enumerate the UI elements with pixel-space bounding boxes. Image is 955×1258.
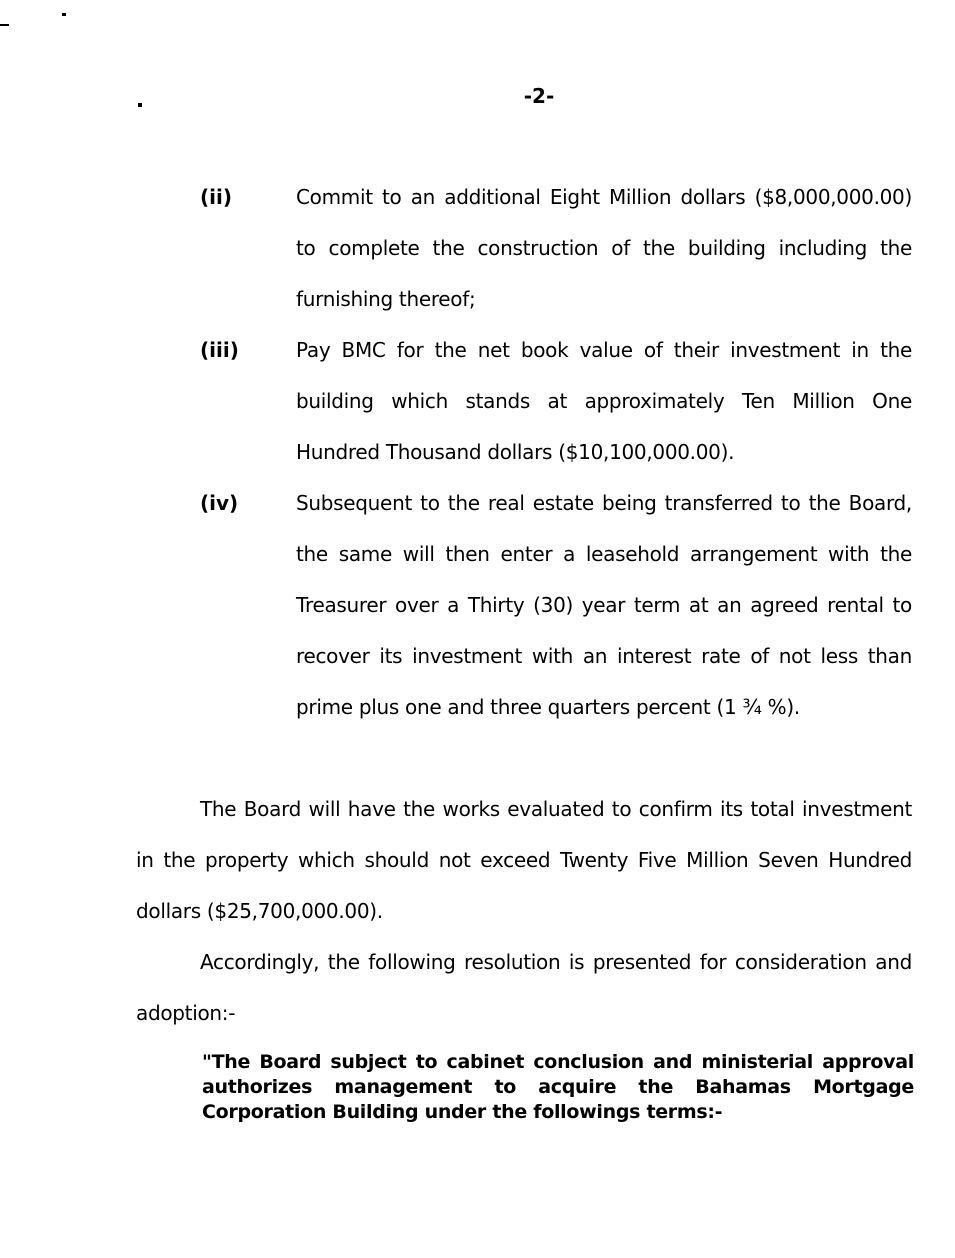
resolution-text: "The Board subject to cabinet conclusion and ministerial approval authorizes management to acquire the Bahamas Mortgage Corporation Building under the followings terms:-	[202, 1051, 914, 1123]
page-number: -2-	[523, 84, 555, 108]
evaluation-paragraph: The Board will have the works evaluated to confirm its total investment in the property which should not exceed Twenty Five Million Seven Hundred dollars ($25,700,000.00).	[136, 797, 912, 923]
list-item-ii	[200, 172, 912, 325]
item-numeral: (ii)	[200, 185, 232, 209]
accordingly-paragraph: Accordingly, the following resolution is presented for consideration and adoption:-	[136, 950, 912, 1025]
scan-speck	[0, 24, 9, 26]
item-text: Commit to an additional Eight Million dollars ($8,000,000.00) to complete the construction of the building including the furnishing thereof;	[296, 185, 912, 311]
list-item-iv	[200, 478, 912, 784]
item-text: Subsequent to the real estate being transferred to the Board, the same will then enter a leasehold arrangement with the Treasurer over a Thirty (30) year term at an agreed rental to recover its investment with an interest rate of not less than prime plus one and three quarters percent (1 ¾ %).	[296, 491, 912, 719]
item-text: Pay BMC for the net book value of their investment in the building which stands at approximately Ten Million One Hundred Thousand dollars ($10,100,000.00).	[296, 338, 912, 464]
list-item-iii	[200, 325, 912, 478]
scan-speck	[62, 13, 66, 16]
item-numeral: (iv)	[200, 491, 239, 515]
item-numeral: (iii)	[200, 338, 239, 362]
